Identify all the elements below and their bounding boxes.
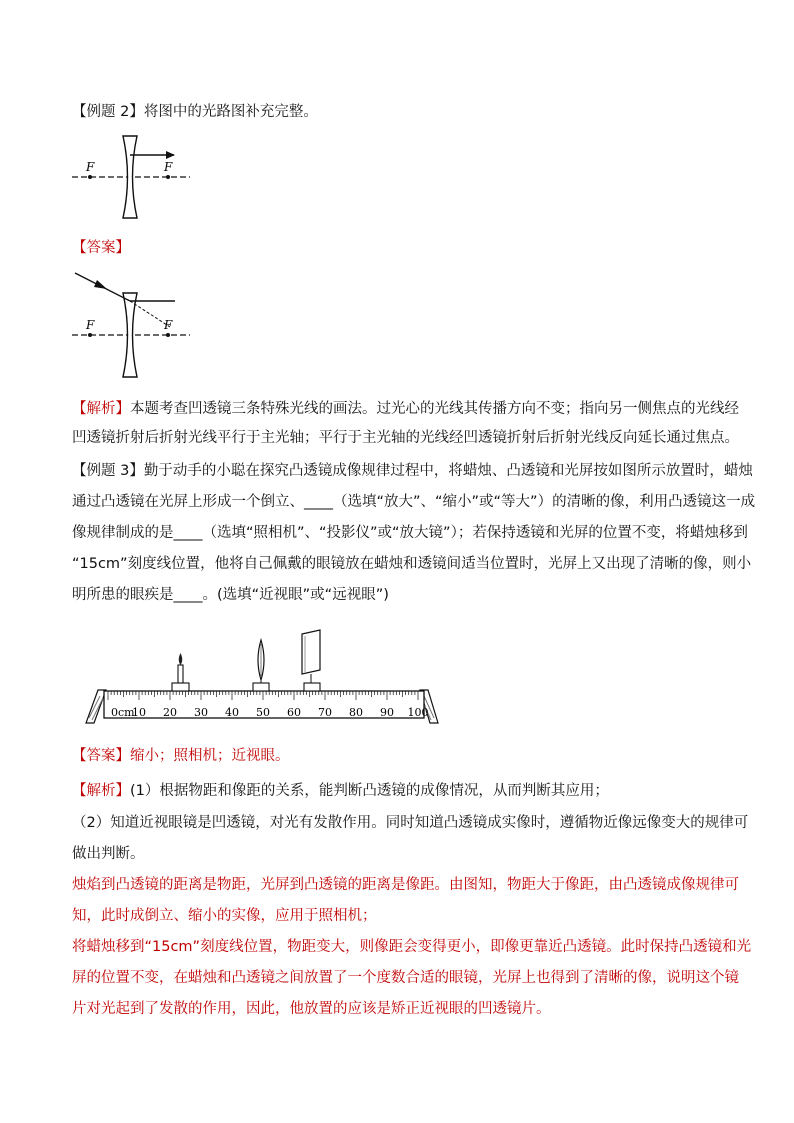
answer2-label: 【答案】 bbox=[72, 240, 130, 256]
analysis3-line2: （2）知道近视眼镜是凹透镜，对光有发散作用。同时知道凸透镜成实像时，遵循物近像远像变大的规律可 bbox=[72, 815, 749, 831]
example3-line1: 【例题 3】勤于动手的小聪在探究凸透镜成像规律过程中，将蜡烛、凸透镜和光屏按如图所示放置时，蜡烛 bbox=[72, 463, 753, 479]
ruler-tick-label: 40 bbox=[225, 706, 239, 719]
focus-right bbox=[166, 333, 170, 337]
analysis2-label: 【解析】 bbox=[72, 401, 130, 417]
analysis3-red3: 将蜡烛移到“15cm”刻度线位置，物距变大，则像距会变得更小，即像更靠近凸透镜。此时保持凸透镜和光 bbox=[72, 939, 752, 955]
ray-arrow bbox=[94, 280, 107, 289]
example2-label: 【例题 2】 bbox=[72, 104, 144, 120]
analysis2-line2: 凹透镜折射后折射光线平行于主光轴；平行于主光轴的光线经凹透镜折射后折射光线反向延长通过焦点。 bbox=[72, 430, 739, 446]
focus-left-label: F bbox=[86, 160, 95, 174]
analysis3-line3: 做出判断。 bbox=[72, 846, 145, 862]
convex-lens bbox=[253, 640, 269, 691]
ruler-tick-label: 90 bbox=[380, 706, 394, 719]
analysis3-line1: 【解析】(1）根据物距和像距的关系，能判断凸透镜的成像情况，从而判断其应用； bbox=[72, 783, 609, 799]
ruler-tick-label: 100 bbox=[407, 706, 429, 719]
example2-text: 将图中的光路图补充完整。 bbox=[143, 104, 318, 120]
ray-arrow bbox=[166, 151, 175, 159]
bench-left-support bbox=[86, 690, 106, 723]
example3-line5: 明所患的眼疾是____。(选填“近视眼”或“远视眼”) bbox=[72, 587, 389, 603]
analysis3-red5: 片对光起到了发散的作用，因此，他放置的应该是矫正近视眼的凹透镜片。 bbox=[72, 1001, 551, 1017]
focus-right bbox=[166, 175, 170, 179]
example3-line2: 通过凸透镜在光屏上形成一个倒立、____（选填“放大”、“缩小”或“等大”）的清晰的像，利用凸透镜这一成 bbox=[72, 494, 756, 510]
example2-question bbox=[72, 102, 318, 122]
focus-right-label: F bbox=[164, 160, 173, 174]
concave-lens bbox=[123, 293, 137, 377]
focus-right-label: F bbox=[164, 318, 173, 332]
example3-label: 【例题 3】 bbox=[72, 463, 144, 479]
answer3-label: 【答案】 bbox=[72, 748, 130, 764]
concave-lens-figure-answer bbox=[70, 265, 195, 383]
ruler-tick-label: 70 bbox=[318, 706, 332, 719]
ruler-tick-label: 20 bbox=[163, 706, 177, 719]
answer3-text: 缩小；照相机；近视眼。 bbox=[130, 748, 290, 764]
ruler-tick-label: 10 bbox=[132, 706, 146, 719]
focus-left bbox=[88, 333, 92, 337]
analysis2-line1: 【解析】本题考查凹透镜三条特殊光线的画法。过光心的光线其传播方向不变；指向另一侧焦点的光线经 bbox=[72, 401, 739, 417]
ruler-tick-label: 80 bbox=[349, 706, 363, 719]
focus-left-label: F bbox=[86, 318, 95, 332]
ruler-tick-label: 60 bbox=[287, 706, 301, 719]
ruler-tick-label: 30 bbox=[194, 706, 208, 719]
ruler-tick-label: 50 bbox=[256, 706, 270, 719]
concave-lens bbox=[123, 136, 137, 218]
analysis3-label: 【解析】 bbox=[72, 783, 130, 799]
example3-line3: 像规律制成的是____（选填“照相机”、“投影仪”或“放大镜”）；若保持透镜和光屏的位置不变，将蜡烛移到 bbox=[72, 525, 748, 541]
analysis3-red1: 烛焰到凸透镜的距离是物距，光屏到凸透镜的距离是像距。由图知，物距大于像距，由凸透镜成像规律可 bbox=[72, 877, 739, 893]
light-screen bbox=[302, 630, 320, 691]
focus-left bbox=[88, 175, 92, 179]
concave-lens-figure-question bbox=[70, 134, 195, 224]
answer3-line bbox=[72, 746, 290, 766]
optical-bench-figure bbox=[84, 628, 444, 728]
candle bbox=[172, 653, 189, 691]
example3-line4: “15cm”刻度线位置，他将自己佩戴的眼镜放在蜡烛和透镜间适当位置时，光屏上又出现了清晰的像，则小 bbox=[72, 556, 752, 572]
ruler-tick-label: 0cm bbox=[111, 706, 135, 719]
analysis3-red4: 屏的位置不变，在蜡烛和凸透镜之间放置了一个度数合适的眼镜，光屏上也得到了清晰的像，说明这个镜 bbox=[72, 970, 739, 986]
analysis3-red2: 知，此时成倒立、缩小的实像，应用于照相机； bbox=[72, 908, 377, 924]
